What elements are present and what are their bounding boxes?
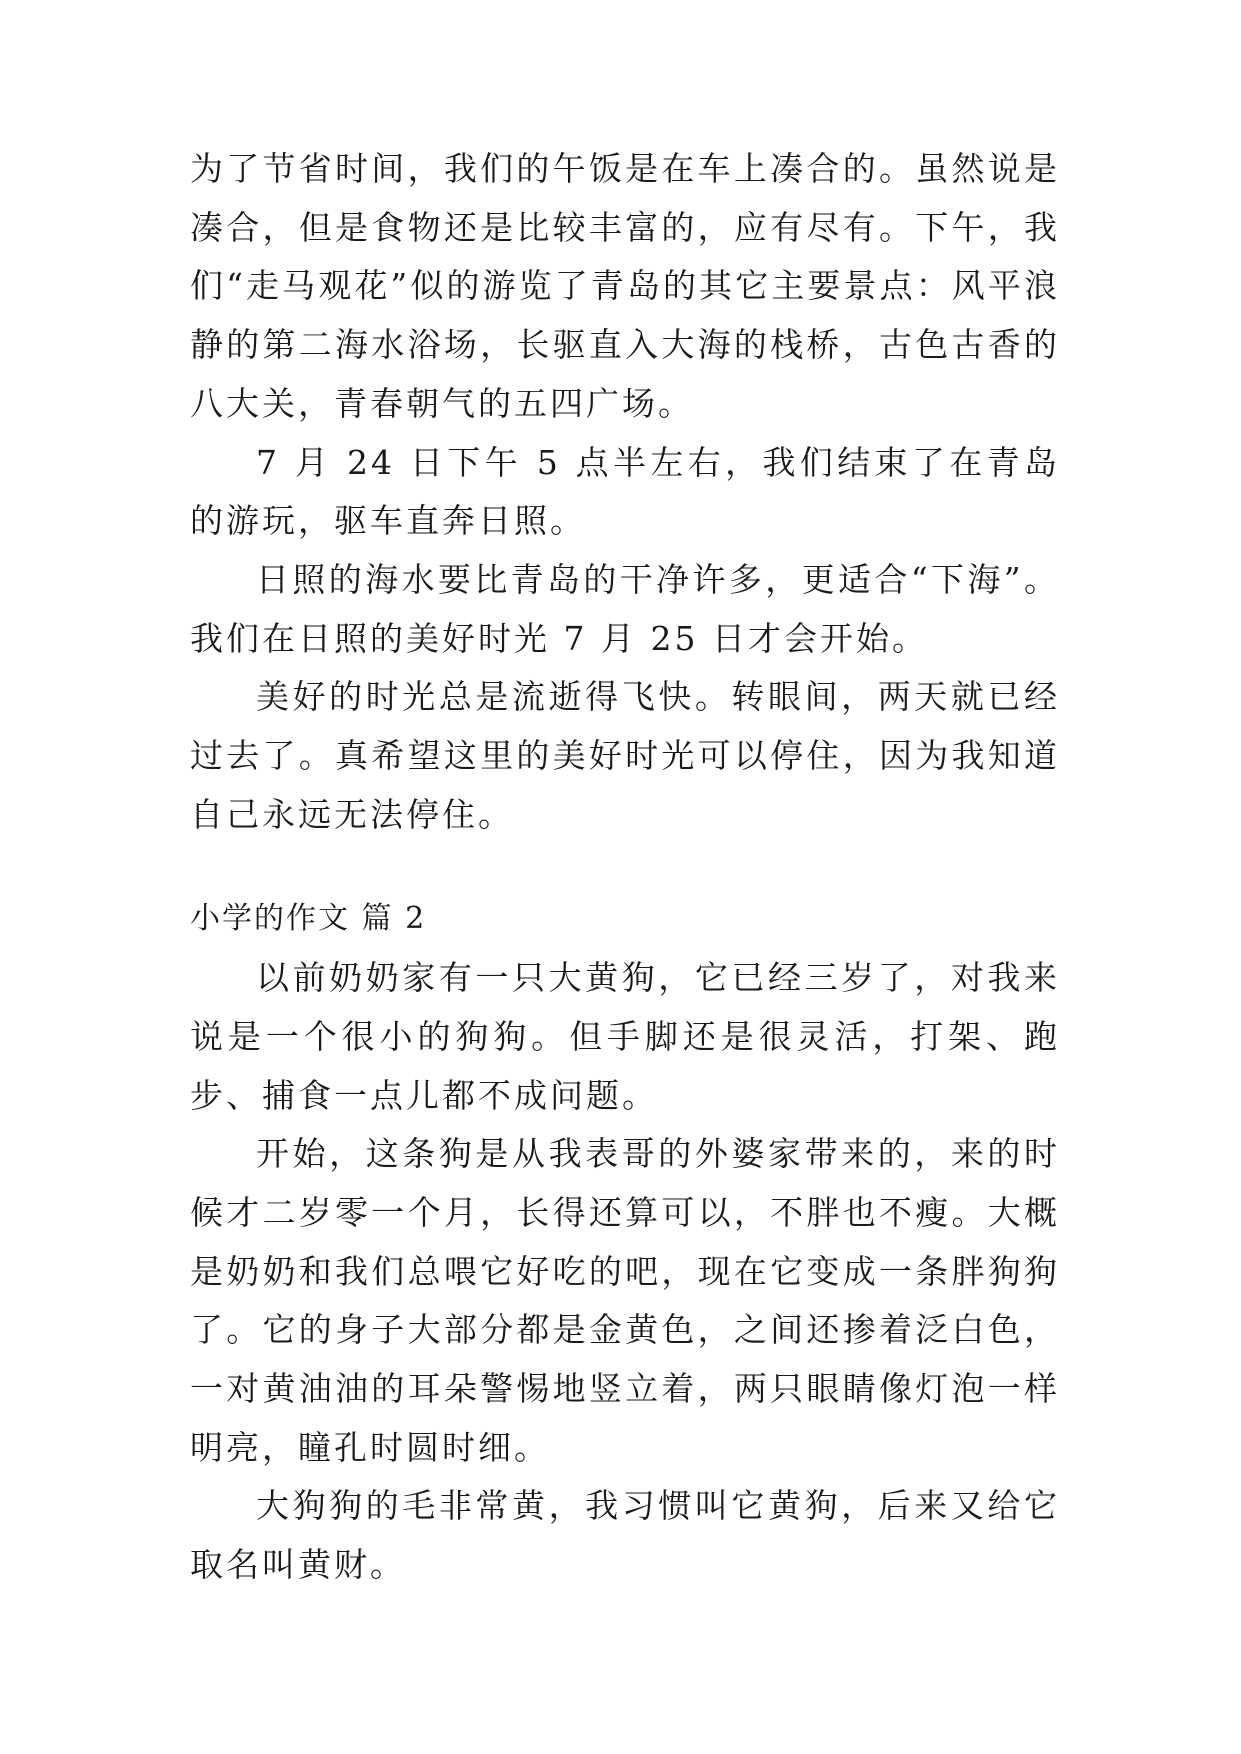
document-page [190,140,1060,1595]
paragraph-dog-origin: 开始，这条狗是从我表哥的外婆家带来的，来的时候才二岁零一个月，长得还算可以，不胖也不瘦。大概是奶奶和我们总喂它好吃的吧，现在它变成一条胖狗狗了。它的身子大部分都是金黄色，之间还掺着泛白色，一对黄油油的耳朵警惕地竖立着，两只眼睛像灯泡一样明亮，瞳孔时圆时细。 [190,1134,1060,1467]
paragraph-time-flies: 美好的时光总是流逝得飞快。转眼间，两天就已经过去了。真希望这里的美好时光可以停住，因为我知道自己永远无法停住。 [190,677,1060,834]
paragraph-rizhao: 日照的海水要比青岛的干净许多，更适合“下海”。我们在日照的美好时光 7 月 25 日才会开始。 [190,559,1060,658]
section-title: 小学的作文 篇 2 [190,901,427,937]
paragraph-departure: 7 月 24 日下午 5 点半左右，我们结束了在青岛的游玩，驱车直奔日照。 [190,442,1060,541]
paragraph-lunch: 为了节省时间，我们的午饭是在车上凑合的。虽然说是凑合，但是食物还是比较丰富的，应有尽有。下午，我们“走马观花”似的游览了青岛的其它主要景点：风平浪静的第二海水浴场，长驱直入大海的栈桥，古色古香的八大关，青春朝气的五四广场。 [190,149,1060,423]
paragraph-yellow-dog: 以前奶奶家有一只大黄狗，它已经三岁了，对我来说是一个很小的狗狗。但手脚还是很灵活，打架、跑步、捕食一点儿都不成问题。 [190,958,1060,1115]
paragraph-dog-name: 大狗狗的毛非常黄，我习惯叫它黄狗，后来又给它取名叫黄财。 [190,1486,1060,1585]
